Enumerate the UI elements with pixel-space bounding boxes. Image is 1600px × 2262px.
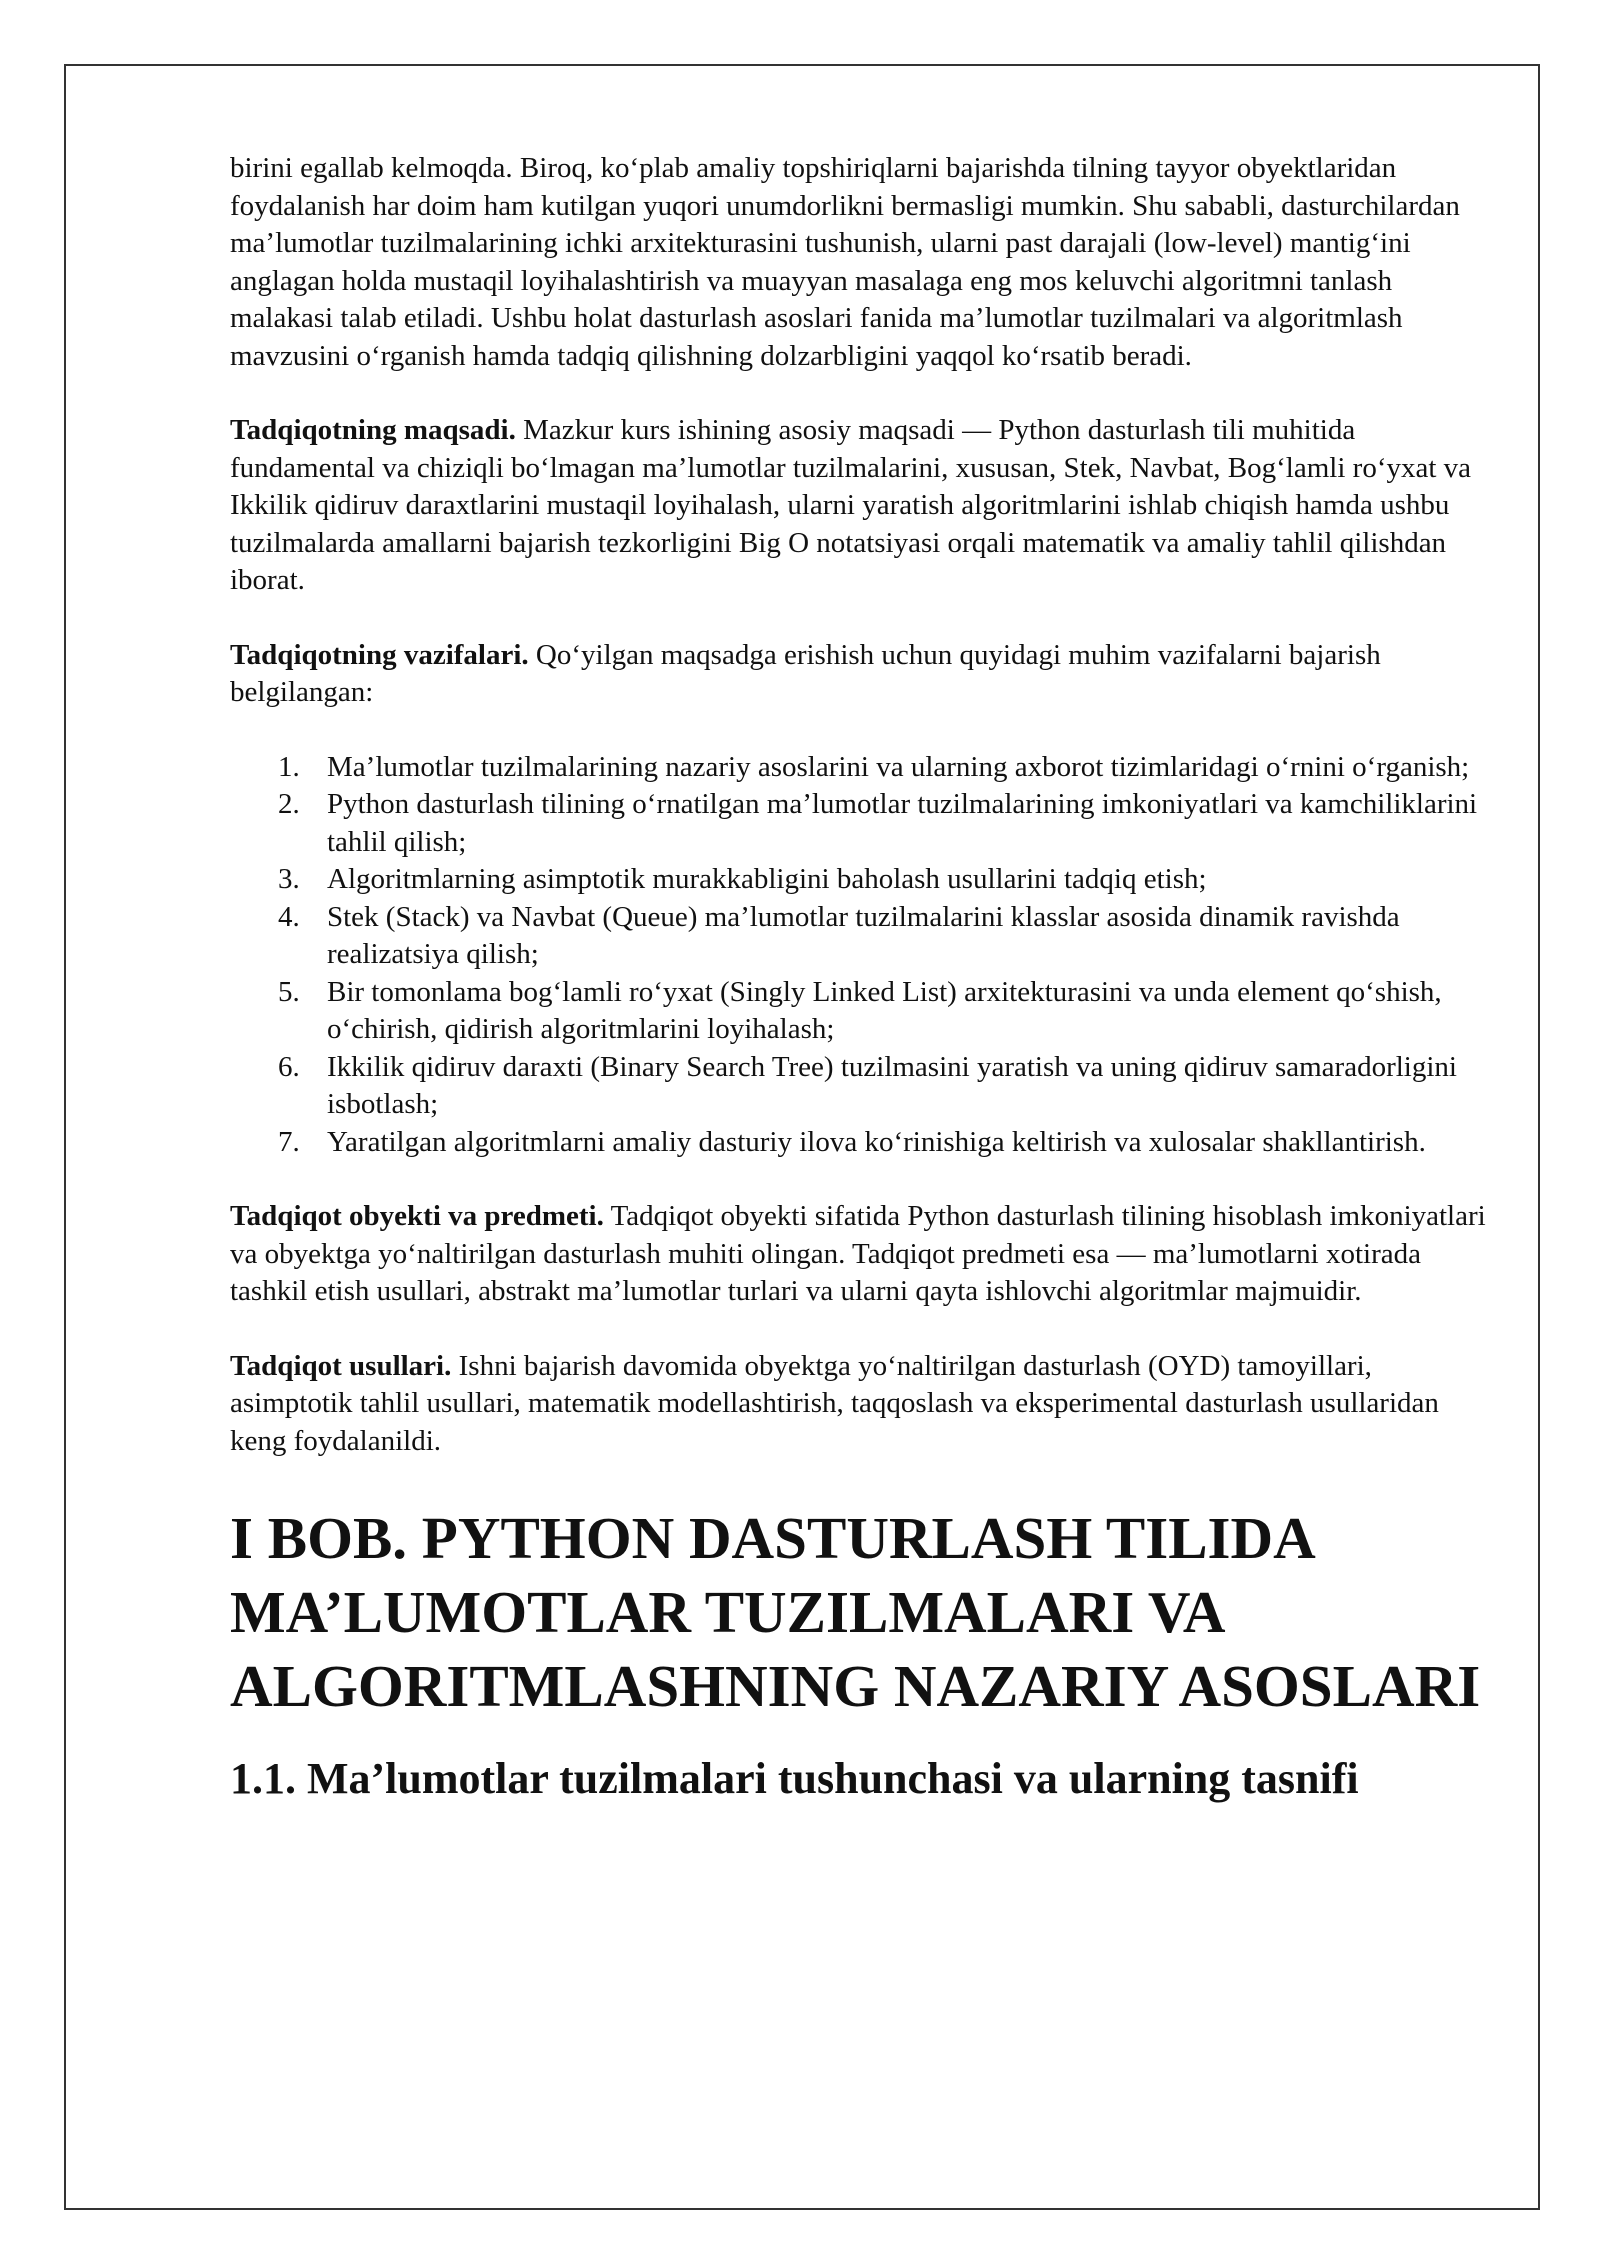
list-item-text: Ma’lumotlar tuzilmalarining nazariy asoslarini va ularning axborot tizimlaridagi o‘rnini o‘rganish; [327, 750, 1470, 783]
methods-paragraph [230, 1348, 1490, 1461]
methods-text: Ishni bajarish davomida obyektga yo‘naltirilgan dasturlash (OYD) tamoyillari, asimptotik tahlil usullari, matematik modellashtirish, taqqoslash va eksperimental dasturlash usullaridan keng foydalanildi. [230, 1349, 1439, 1457]
object-text: Tadqiqot obyekti sifatida Python dasturlash tilining hisoblash imkoniyatlari va obyektga yo‘naltirilgan dasturlash muhiti olingan. Tadqiqot predmeti esa — ma’lumotlarni xotirada tashkil etish usullari, abstrakt ma’lumotlar turlari va ularni qayta ishlovchi algoritmlar majmuidir. [230, 1200, 1486, 1307]
tasks-text: Qo‘yilgan maqsadga erishish uchun quyidagi muhim vazifalarni bajarish belgilangan: [230, 638, 1381, 708]
intro-paragraph: birini egallab kelmoqda. Biroq, ko‘plab amaliy topshiriqlarni bajarishda tilning tayyor obyektlaridan foydalanish har doim ham kutilgan yuqori unumdorlikni bermasligi mumkin. Shu sababli, dasturchilardan ma’lumotlar tuzilmalarining ichki arxitekturasini tushunish, ularni past darajali (low-level) mantig‘ini anglagan holda mustaqil loyihalashtirish va muayyan masalaga eng mos keluvchi algoritmni tanlash malakasi talab etiladi. Ushbu holat dasturlash asoslari fanida ma’lumotlar tuzilmalari va algoritmlash mavzusini o‘rganish hamda tadqiq qilishning dolzarbligini yaqqol ko‘rsatib beradi. [230, 152, 1460, 372]
list-item [230, 749, 1490, 787]
goal-lead: Tadqiqotning maqsadi. [230, 414, 516, 446]
list-item-text: Yaratilgan algoritmlarni amaliy dasturiy ilova ko‘rinishiga keltirish va xulosalar shakllantirish. [327, 1125, 1426, 1158]
list-item-text: Python dasturlash tilining o‘rnatilgan ma’lumotlar tuzilmalarining imkoniyatlari va kamchiliklarini tahlil qilish; [327, 788, 1478, 858]
object-lead: Tadqiqot obyekti va predmeti. [230, 1200, 604, 1232]
chapter-heading: I BOB. PYTHON DASTURLASH TILIDA MA’LUMOTLAR TUZILMALARI VA ALGORITMLASHNING NAZARIY ASOSLARI [230, 1505, 1481, 1719]
goal-paragraph [230, 412, 1490, 600]
list-item-number: 3. [278, 863, 300, 895]
list-item-number: 6. [278, 1050, 300, 1083]
list-item-number: 4. [278, 900, 300, 933]
list-item-number: 7. [278, 1125, 300, 1158]
object-paragraph [230, 1198, 1490, 1311]
list-item-text: Algoritmlarning asimptotik murakkabligini baholash usullarini tadqiq etish; [327, 863, 1207, 895]
list-item-text: Ikkilik qidiruv daraxti (Binary Search Tree) tuzilmasini yaratish va uning qidiruv samaradorligini isbotlash; [327, 1050, 1457, 1120]
section-heading: 1.1. Ma’lumotlar tuzilmalari tushunchasi va ularning tasnifi [230, 1754, 1359, 1803]
list-item [230, 861, 1490, 899]
list-item-text: Bir tomonlama bog‘lamli ro‘yxat (Singly Linked List) arxitekturasini va unda element qo‘shish, o‘chirish, qidirish algoritmlarini loyihalash; [327, 975, 1442, 1045]
list-item-number: 1. [278, 750, 300, 783]
tasks-list [230, 749, 1490, 1162]
list-item [230, 974, 1490, 1049]
document-body [230, 150, 1490, 1807]
list-item [230, 899, 1490, 974]
list-item-number: 2. [278, 788, 300, 820]
list-item [230, 1049, 1490, 1124]
goal-text: Mazkur kurs ishining asosiy maqsadi — Python dasturlash tili muhitida fundamental va chiziqli bo‘lmagan ma’lumotlar tuzilmalarini, xususan, Stek, Navbat, Bog‘lamli ro‘yxat va Ikkilik qidiruv daraxtlarini mustaqil loyihalash, ularni yaratish algoritmlarini ishlab chiqish hamda ushbu tuzilmalarda amallarni bajarish tezkorligini Big O notatsiyasi orqali matematik va amaliy tahlil qilishdan iborat. [230, 414, 1472, 596]
list-item [230, 786, 1490, 861]
list-item-number: 5. [278, 975, 300, 1008]
methods-lead: Tadqiqot usullari. [230, 1349, 452, 1382]
list-item-text: Stek (Stack) va Navbat (Queue) ma’lumotlar tuzilmalarini klasslar asosida dinamik ravishda realizatsiya qilish; [327, 900, 1400, 970]
list-item [230, 1124, 1490, 1162]
tasks-paragraph [230, 637, 1490, 712]
tasks-lead: Tadqiqotning vazifalari. [230, 638, 529, 671]
